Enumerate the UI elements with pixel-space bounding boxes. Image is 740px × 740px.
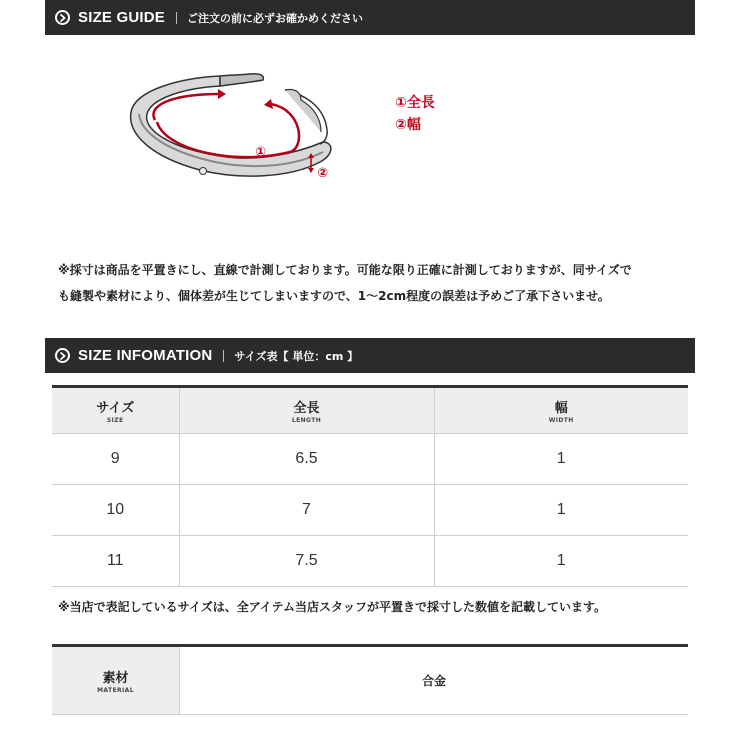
- size-note: ※当店で表記しているサイズは、全アイテム当店スタッフが平置きで採寸した数値を記載しています。: [58, 600, 607, 614]
- length-arrowhead-right: [264, 99, 273, 109]
- cuff-rivet: [200, 168, 207, 175]
- header-length-en: LENGTH: [291, 417, 322, 424]
- cell-width: 1: [434, 434, 688, 485]
- bracelet-diagram: [125, 70, 345, 190]
- size-guide-subtitle: ご注文の前に必ずお確かめください: [187, 11, 364, 25]
- cell-width: 1: [434, 485, 688, 536]
- chevron-circle-icon: [55, 10, 70, 25]
- header-length: [179, 387, 434, 434]
- measurement-note-line1: ※採寸は商品を平置きにし、直線で計測しております。可能な限り正確に計測しておりますが、同サイズで: [58, 263, 632, 277]
- cell-length: 7: [179, 485, 434, 536]
- length-arrowhead-left: [218, 89, 226, 99]
- material-label-en: MATERIAL: [97, 687, 134, 694]
- cell-size: 10: [106, 501, 125, 518]
- size-guide-title: SIZE GUIDE: [78, 9, 166, 26]
- header-width-en: WIDTH: [548, 417, 574, 424]
- table-row: [52, 434, 688, 485]
- cell-length: 6.5: [179, 434, 434, 485]
- size-guide-header: [45, 0, 695, 35]
- header-width: [434, 387, 688, 434]
- cell-size: 11: [106, 552, 124, 569]
- diagram-label-length: ①: [255, 145, 267, 160]
- diagram-label-width: ②: [317, 166, 329, 181]
- divider: [223, 350, 224, 362]
- header-size-jp: サイズ: [96, 401, 135, 416]
- size-table: [52, 385, 688, 587]
- legend-length: ①全長: [395, 95, 435, 111]
- header-size: [52, 387, 179, 434]
- header-length-jp: 全長: [293, 401, 320, 416]
- cell-length: 7.5: [179, 536, 434, 587]
- material-table: [52, 644, 688, 715]
- size-info-subtitle: サイズ表【 単位：cm 】: [234, 349, 359, 363]
- divider: [176, 12, 177, 24]
- cuff-end-top: [220, 74, 263, 86]
- diagram-legend: [395, 92, 435, 136]
- material-label-jp: 素材: [102, 671, 129, 686]
- table-row: [52, 536, 688, 587]
- material-value: 合金: [421, 674, 446, 688]
- material-row: [52, 646, 688, 715]
- size-info-title: SIZE INFOMATION: [78, 347, 213, 364]
- chevron-circle-icon: [55, 348, 70, 363]
- material-label: [52, 646, 180, 715]
- header-width-jp: 幅: [554, 401, 568, 416]
- header-size-en: SIZE: [106, 417, 124, 424]
- cell-width: 1: [434, 536, 688, 587]
- legend-width: ②幅: [395, 117, 421, 133]
- size-info-header: [45, 338, 695, 373]
- measurement-note: [58, 257, 632, 309]
- table-row: [52, 485, 688, 536]
- measurement-note-line2: も縫製や素材により、個体差が生じてしまいますので、1〜2cm程度の誤差は予めご了承下さいませ。: [58, 289, 610, 303]
- size-table-header: [52, 387, 688, 434]
- cell-size: 9: [110, 450, 120, 467]
